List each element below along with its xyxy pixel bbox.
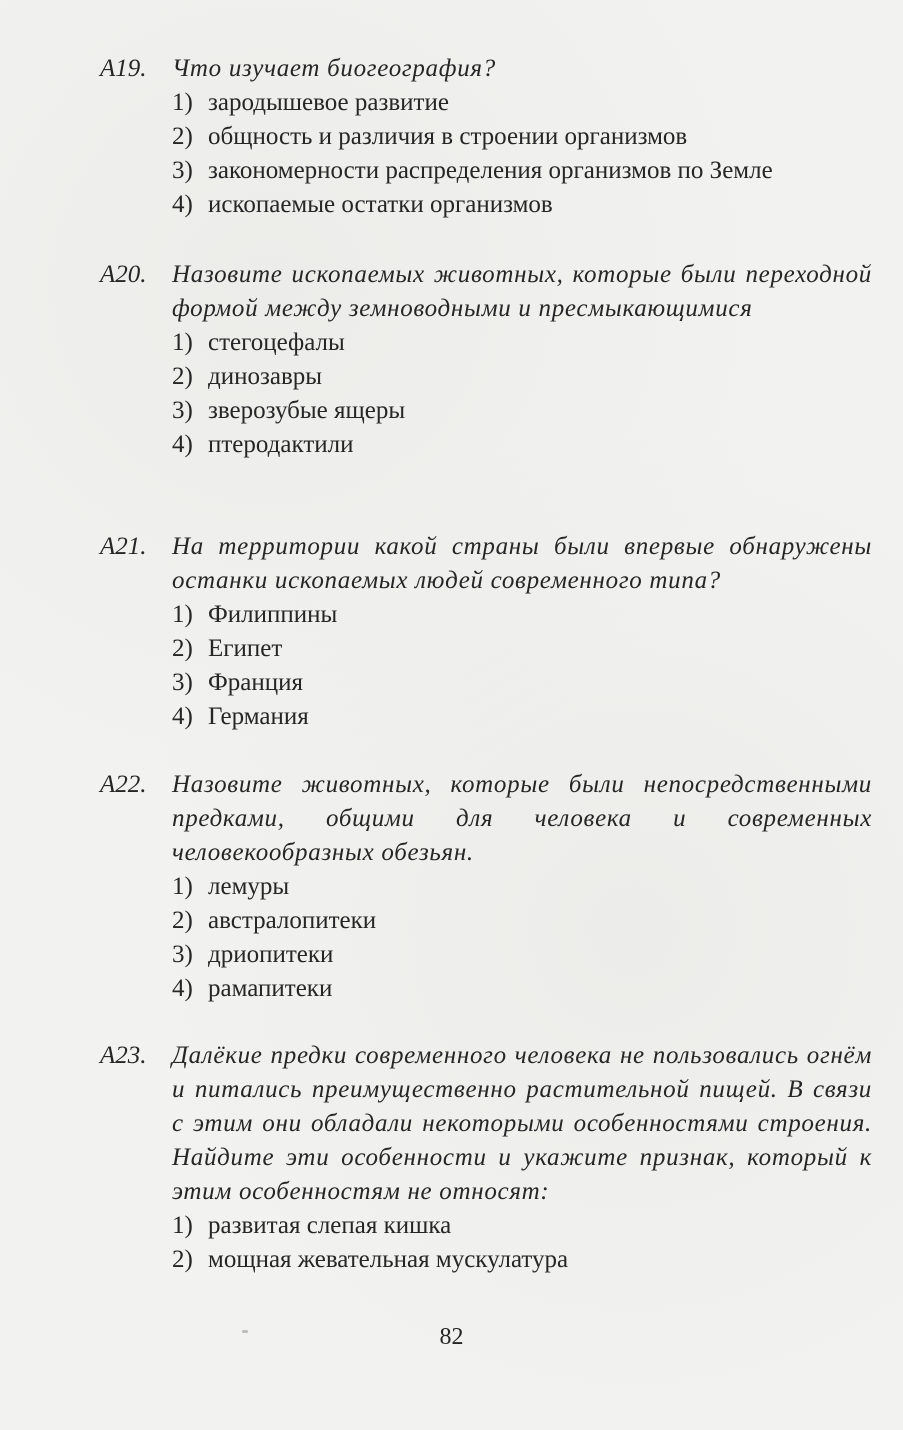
question-text: Что изучает биогеография? bbox=[172, 55, 496, 82]
option-text: птеродактили bbox=[208, 431, 354, 458]
question-header bbox=[100, 768, 872, 870]
option-number: 3) bbox=[172, 669, 193, 696]
option-text: лемуры bbox=[208, 873, 290, 900]
option-number: 2) bbox=[172, 123, 193, 150]
option-number: 1) bbox=[172, 1212, 193, 1239]
option-text: рамапитеки bbox=[208, 975, 333, 1002]
option-text: Франция bbox=[208, 669, 303, 696]
answer-option bbox=[172, 360, 872, 394]
answer-options bbox=[100, 870, 872, 1006]
option-number: 4) bbox=[172, 703, 193, 730]
question-number: А19. bbox=[100, 55, 147, 82]
option-number: 2) bbox=[172, 1246, 193, 1273]
option-number: 4) bbox=[172, 431, 193, 458]
question-number: А20. bbox=[100, 261, 147, 288]
option-number: 4) bbox=[172, 975, 193, 1002]
option-number: 2) bbox=[172, 363, 193, 390]
answer-option bbox=[172, 1243, 872, 1277]
answer-option bbox=[172, 326, 872, 360]
option-text: стегоцефалы bbox=[208, 329, 345, 356]
question-header bbox=[100, 258, 872, 326]
question-a19 bbox=[100, 52, 872, 222]
question-header bbox=[100, 1039, 872, 1209]
question-number: А22. bbox=[100, 771, 147, 798]
answer-option bbox=[172, 632, 872, 666]
question-header bbox=[100, 530, 872, 598]
answer-option bbox=[172, 188, 872, 222]
answer-option bbox=[172, 154, 872, 188]
option-text: зверозубые ящеры bbox=[208, 397, 406, 424]
question-text: Далёкие предки современного человека не пользовались огнём и питались преимущественно растительной пищей. В связи с этим они обладали некоторыми особенностями строения. Найдите эти особенности и укажите признак, который к этим особенностям не относят: bbox=[172, 1042, 872, 1205]
option-number: 4) bbox=[172, 191, 193, 218]
option-text: австралопитеки bbox=[208, 907, 377, 934]
option-text: Филиппины bbox=[208, 601, 338, 628]
option-number: 2) bbox=[172, 907, 193, 934]
question-text: Назовите ископаемых животных, которые были переходной формой между земноводными и пресмыкающимися bbox=[172, 261, 872, 322]
option-text: динозавры bbox=[208, 363, 323, 390]
question-number: А23. bbox=[100, 1042, 147, 1069]
option-number: 1) bbox=[172, 601, 193, 628]
question-number: А21. bbox=[100, 533, 147, 560]
option-text: ископаемые остатки организмов bbox=[208, 191, 553, 218]
option-text: Египет bbox=[208, 635, 283, 662]
answer-option bbox=[172, 870, 872, 904]
option-text: Германия bbox=[208, 703, 309, 730]
answer-option bbox=[172, 1209, 872, 1243]
option-text: закономерности распределения организмов по Земле bbox=[208, 157, 773, 184]
answer-option bbox=[172, 598, 872, 632]
answer-options bbox=[100, 1209, 872, 1277]
answer-options bbox=[100, 86, 872, 222]
question-text: На территории какой страны были впервые обнаружены останки ископаемых людей современного типа? bbox=[172, 533, 872, 594]
option-text: дриопитеки bbox=[208, 941, 334, 968]
answer-option bbox=[172, 700, 872, 734]
answer-option bbox=[172, 120, 872, 154]
question-a22 bbox=[100, 768, 872, 1006]
answer-option bbox=[172, 394, 872, 428]
option-number: 1) bbox=[172, 89, 193, 116]
page-number: 82 bbox=[439, 1324, 464, 1350]
question-a21 bbox=[100, 530, 872, 734]
answer-option bbox=[172, 938, 872, 972]
option-number: 3) bbox=[172, 157, 193, 184]
answer-options bbox=[100, 598, 872, 734]
option-number: 2) bbox=[172, 635, 193, 662]
option-text: зародышевое развитие bbox=[208, 89, 449, 116]
question-text: Назовите животных, которые были непосредственными предками, общими для человека и современных человекообразных обезьян. bbox=[172, 771, 872, 866]
option-number: 1) bbox=[172, 873, 193, 900]
answer-option bbox=[172, 972, 872, 1006]
option-number: 1) bbox=[172, 329, 193, 356]
answer-option bbox=[172, 428, 872, 462]
question-header bbox=[100, 52, 872, 86]
option-number: 3) bbox=[172, 397, 193, 424]
question-a20 bbox=[100, 258, 872, 462]
answer-option bbox=[172, 904, 872, 938]
answer-option bbox=[172, 666, 872, 700]
question-a23 bbox=[100, 1039, 872, 1277]
option-text: развитая слепая кишка bbox=[208, 1212, 452, 1239]
option-number: 3) bbox=[172, 941, 193, 968]
answer-options bbox=[100, 326, 872, 462]
option-text: мощная жевательная мускулатура bbox=[208, 1246, 569, 1273]
option-text: общность и различия в строении организмов bbox=[208, 123, 688, 150]
answer-option bbox=[172, 86, 872, 120]
